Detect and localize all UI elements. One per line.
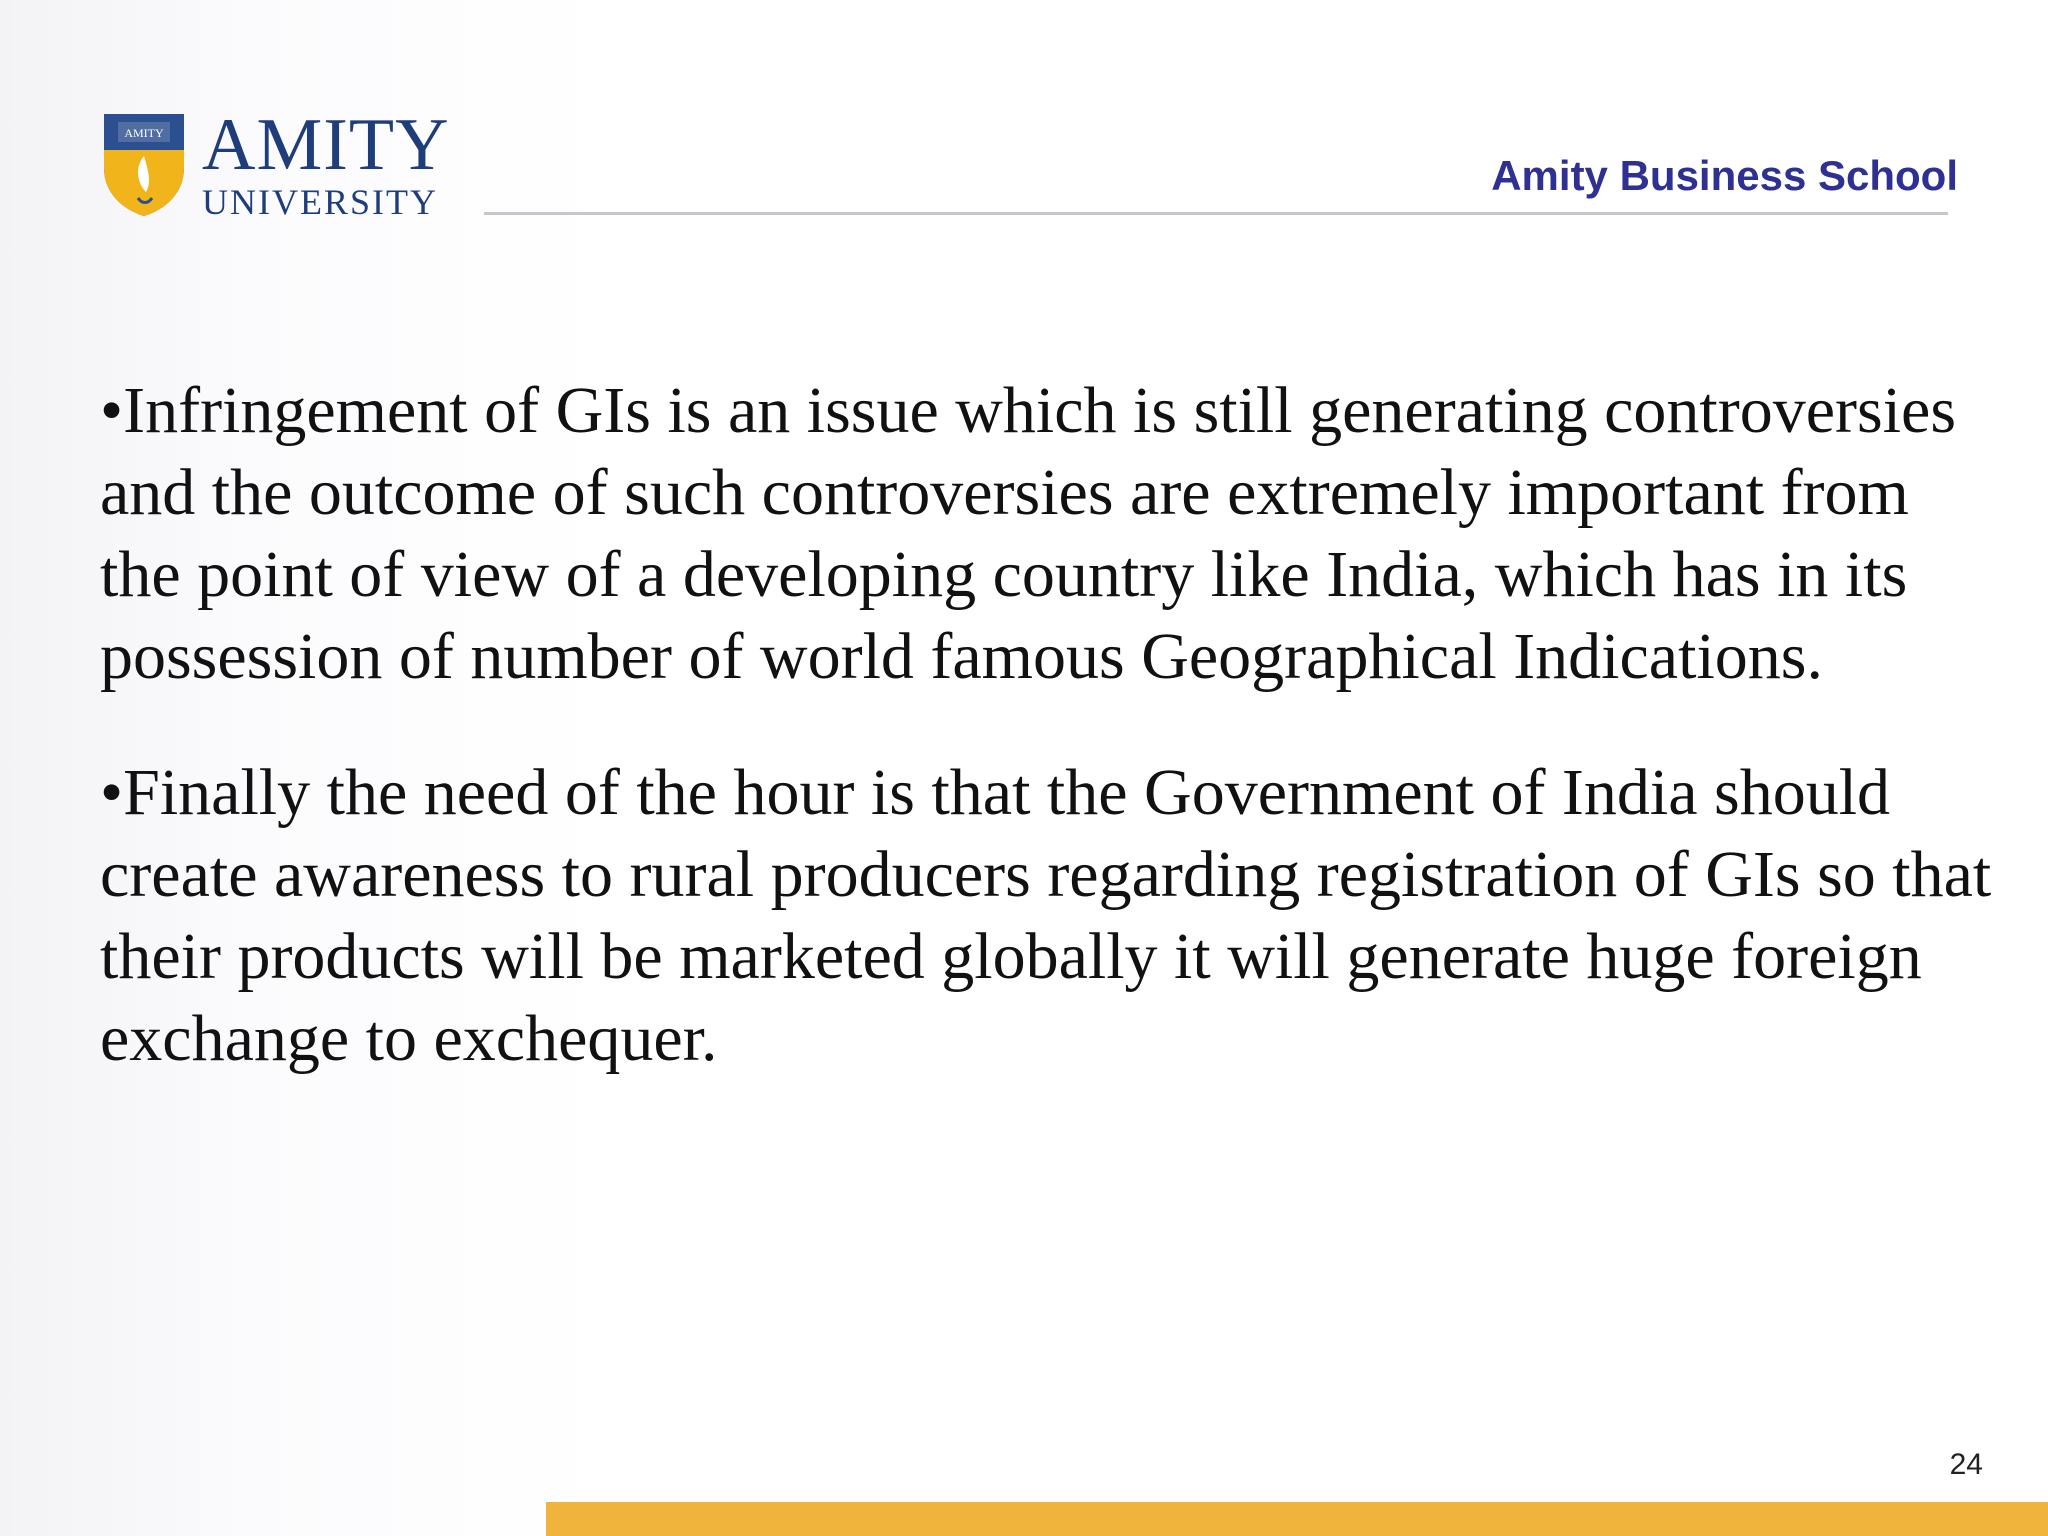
- shield-label: AMITY: [124, 126, 164, 140]
- footer-accent-bar: [546, 1502, 2048, 1536]
- slide-body: [100, 370, 2000, 1134]
- page-number: 24: [1949, 1448, 1983, 1481]
- bullet-point: •Finally the need of the hour is that the Government of India should create awareness to rural producers regarding registration of GIs so that their products will be marketed globally it will generate huge foreign exchange to exchequer.: [100, 756, 1992, 1075]
- header-divider: [484, 212, 1948, 215]
- logo-wordmark: [202, 104, 450, 220]
- shield-icon: [98, 108, 190, 220]
- header-title: Amity Business School: [1491, 152, 1958, 199]
- bullet-point: •Infringement of GIs is an issue which is still generating controversies and the outcome of such controversies are extremely important from the point of view of a developing country like India, which has in its possession of number of world famous Geographical Indications.: [100, 374, 1957, 693]
- logo-subtitle: UNIVERSITY: [202, 182, 438, 222]
- amity-logo: [98, 104, 450, 224]
- logo-title: AMITY: [202, 104, 450, 186]
